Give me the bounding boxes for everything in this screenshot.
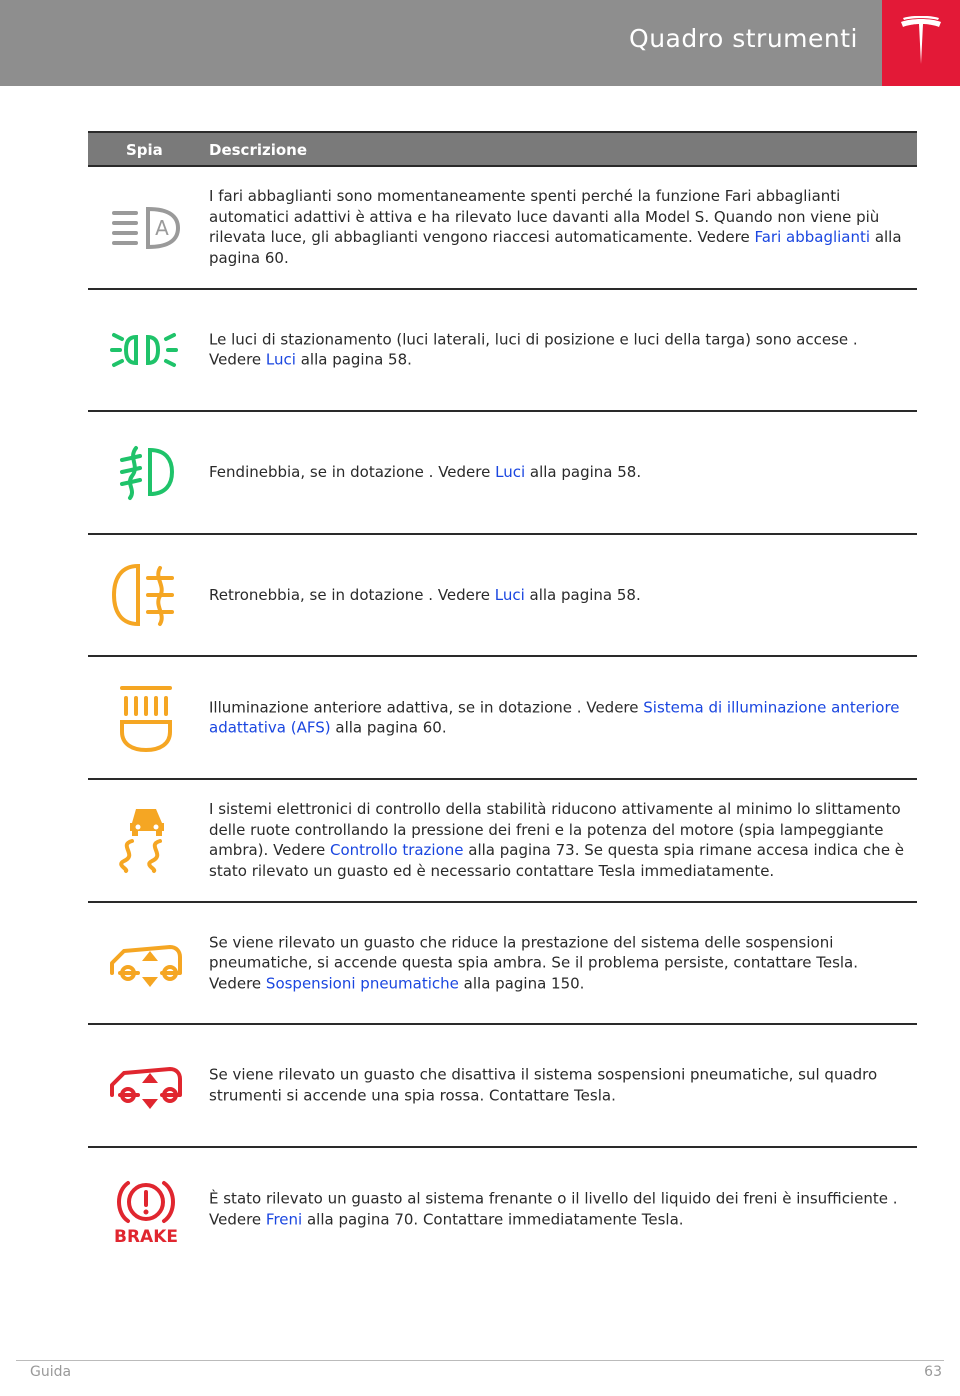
row-description: Se viene rilevato un guasto che disattiva il sistema sospensioni pneumatiche, sul quadro strumenti si accende una spia rossa. Contattare Tesla. — [209, 1065, 878, 1105]
footer-divider — [16, 1360, 944, 1361]
link-controllo-trazione[interactable]: Controllo trazione — [329, 841, 464, 860]
column-header-spia: Spia — [126, 141, 163, 159]
page-header — [0, 0, 960, 86]
row-description: I sistemi elettronici di controllo della stabilità riducono attivamente al minimo lo slittamento delle ruote controllando la pressione dei freni e la potenza del motore (spia lampeggiante ambra). Vedere Controllo trazione alla pagina 73. Se questa spia rimane accesa indica che è stato rilevato un guasto ed è necessario contattare Tesla immediatamente. — [209, 800, 905, 880]
link-luci[interactable]: Luci — [265, 350, 296, 369]
table-row — [88, 1148, 917, 1271]
row-description: È stato rilevato un guasto al sistema frenante o il livello del liquido dei freni è insufficiente . Vedere Freni alla pagina 70. Contattare immediatamente Tesla. — [209, 1189, 898, 1229]
page-number: 63 — [924, 1364, 942, 1380]
brake-warning-icon — [108, 1173, 184, 1245]
row-description: Retronebbia, se in dotazione . Vedere Luci alla pagina 58. — [209, 585, 641, 604]
front-fog-light-icon — [108, 440, 184, 504]
footer-section: Guida — [30, 1364, 72, 1380]
tesla-logo — [882, 0, 960, 86]
auto-high-beam-off-icon — [108, 197, 184, 257]
adaptive-front-lighting-icon — [108, 682, 184, 754]
table-header — [88, 131, 917, 167]
table-row — [88, 412, 917, 535]
link-sospensioni-pneumatiche[interactable]: Sospensioni pneumatiche — [265, 974, 459, 993]
page-title: Quadro strumenti — [629, 24, 858, 53]
row-description: Se viene rilevato un guasto che riduce la prestazione del sistema delle sospensioni pneumatiche, si accende questa spia ambra. Se il problema persiste, contattare Tesla. Vedere Sospensioni pneumatiche alla pagina 150. — [209, 933, 859, 993]
table-row — [88, 535, 917, 658]
column-header-descrizione: Descrizione — [209, 141, 308, 159]
table-row — [88, 903, 917, 1026]
brake-label: BRAKE — [114, 1227, 178, 1246]
row-description: Illuminazione anteriore adattiva, se in dotazione . Vedere Sistema di illuminazione anteriore adattativa (AFS) alla pagina 60. — [209, 698, 900, 737]
link-luci[interactable]: Luci — [495, 463, 526, 482]
row-description: I fari abbaglianti sono momentaneamente spenti perché la funzione Fari abbaglianti automatici adattivi è attiva e ha rilevato luce davanti alla Model S. Quando non viene più rilevata luce, gli abbaglianti vengono riaccesi automaticamente. Vedere Fari abbaglianti alla pagina 60. — [209, 187, 902, 267]
table-row — [88, 780, 917, 903]
table-row — [88, 290, 917, 413]
row-description: Le luci di stazionamento (luci laterali, luci di posizione e luci della targa) sono accese . Vedere Luci alla pagina 58. — [209, 330, 858, 369]
warning-lights-table — [88, 131, 917, 1270]
row-description: Fendinebbia, se in dotazione . Vedere Luci alla pagina 58. — [209, 463, 642, 482]
link-freni[interactable]: Freni — [265, 1210, 303, 1229]
rear-fog-light-icon — [108, 560, 184, 630]
table-row — [88, 1025, 917, 1148]
air-suspension-red-icon — [108, 1055, 184, 1115]
table-row — [88, 657, 917, 780]
air-suspension-amber-icon — [108, 933, 184, 993]
parking-lights-icon — [108, 325, 184, 375]
table-row — [88, 167, 917, 290]
traction-control-icon — [108, 805, 184, 875]
link-luci[interactable]: Luci — [494, 585, 525, 604]
link-sistema-afs[interactable]: Sistema di illuminazione anteriore adattativa (AFS) — [209, 698, 900, 737]
svg-text:A: A — [155, 216, 169, 241]
tesla-t-icon — [899, 16, 943, 68]
link-fari-abbaglianti[interactable]: Fari abbaglianti — [754, 228, 871, 247]
